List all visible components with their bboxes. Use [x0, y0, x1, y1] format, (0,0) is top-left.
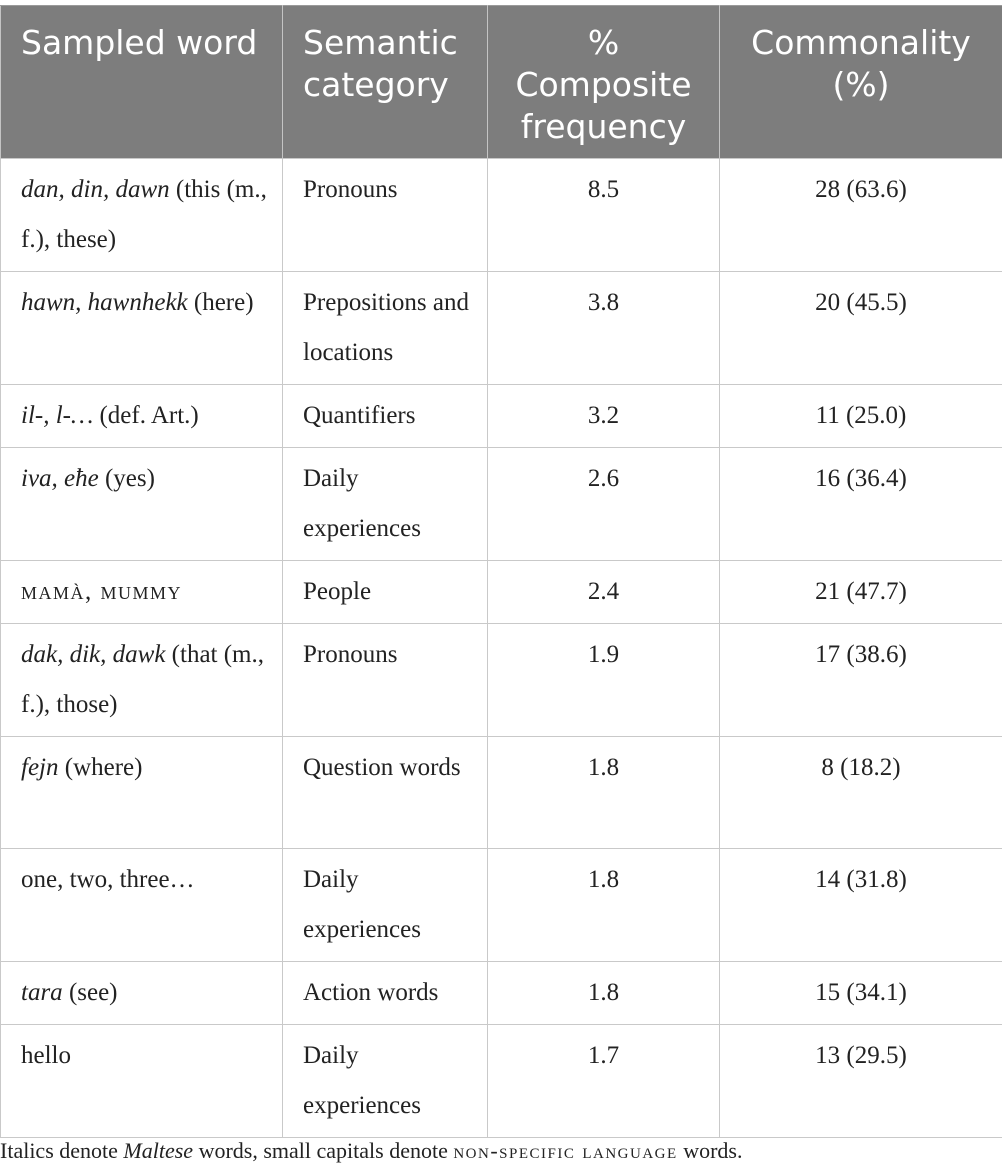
cell-semantic-category: Prepositions and locations — [283, 272, 488, 385]
header-commonality: Commonality (%) — [720, 6, 1002, 159]
cell-composite-frequency: 1.8 — [488, 849, 720, 962]
cell-sampled-word — [1, 737, 283, 849]
cell-commonality: 20 (45.5) — [720, 272, 1002, 385]
cell-composite-frequency: 1.8 — [488, 962, 720, 1025]
header-composite-frequency: % Composite frequency — [488, 6, 720, 159]
footnote-italic-example: Maltese — [123, 1138, 194, 1163]
maltese-word: iva, eħe — [21, 465, 99, 492]
cell-commonality: 8 (18.2) — [720, 737, 1002, 849]
cell-semantic-category: Daily experiences — [283, 1025, 488, 1138]
table-row — [1, 737, 1002, 849]
cell-composite-frequency: 3.2 — [488, 385, 720, 448]
table-row — [1, 272, 1002, 385]
word-frequency-table-container — [0, 5, 1002, 1138]
cell-composite-frequency: 1.7 — [488, 1025, 720, 1138]
table-footnote — [0, 1136, 742, 1166]
maltese-word: dan, din, dawn — [21, 176, 170, 203]
maltese-word: hawn, hawnhekk — [21, 289, 188, 316]
cell-commonality: 21 (47.7) — [720, 561, 1002, 624]
footnote-text: words, small capitals denote — [193, 1138, 454, 1163]
cell-commonality: 28 (63.6) — [720, 159, 1002, 272]
header-row — [1, 6, 1002, 159]
maltese-word: il-, l-… — [21, 402, 94, 429]
table-row — [1, 385, 1002, 448]
header-semantic-category: Semantic category — [283, 6, 488, 159]
cell-sampled-word — [1, 1025, 283, 1138]
cell-composite-frequency: 2.6 — [488, 448, 720, 561]
cell-semantic-category: Question words — [283, 737, 488, 849]
maltese-word: fejn — [21, 754, 59, 781]
footnote-text: Italics denote — [0, 1138, 124, 1163]
cell-commonality: 15 (34.1) — [720, 962, 1002, 1025]
table-row — [1, 159, 1002, 272]
word-gloss: (see) — [62, 979, 118, 1006]
table-row — [1, 849, 1002, 962]
cell-semantic-category: Pronouns — [283, 159, 488, 272]
non-specific-language-word: mamà, mummy — [21, 578, 183, 605]
table-row — [1, 1025, 1002, 1138]
cell-sampled-word — [1, 159, 283, 272]
word-frequency-table — [0, 5, 1002, 1138]
cell-sampled-word — [1, 849, 283, 962]
footnote-text: words. — [677, 1138, 743, 1163]
word-gloss: (here) — [187, 289, 254, 316]
cell-commonality: 14 (31.8) — [720, 849, 1002, 962]
word-gloss: (yes) — [98, 465, 155, 492]
table-body — [1, 159, 1002, 1138]
word-gloss: (this (m., f.), these) — [21, 176, 267, 253]
table-header — [1, 6, 1002, 159]
cell-commonality: 13 (29.5) — [720, 1025, 1002, 1138]
cell-commonality: 17 (38.6) — [720, 624, 1002, 737]
maltese-word: dak, dik, dawk — [21, 641, 166, 668]
cell-sampled-word — [1, 448, 283, 561]
table-row — [1, 448, 1002, 561]
cell-semantic-category: Pronouns — [283, 624, 488, 737]
cell-semantic-category: Action words — [283, 962, 488, 1025]
cell-sampled-word — [1, 272, 283, 385]
cell-composite-frequency: 1.9 — [488, 624, 720, 737]
cell-commonality: 11 (25.0) — [720, 385, 1002, 448]
cell-sampled-word — [1, 962, 283, 1025]
table-row — [1, 624, 1002, 737]
cell-composite-frequency: 8.5 — [488, 159, 720, 272]
cell-semantic-category: Quantifiers — [283, 385, 488, 448]
word-english: hello — [21, 1042, 71, 1069]
word-gloss: (def. Art.) — [93, 402, 199, 429]
cell-semantic-category: Daily experiences — [283, 849, 488, 962]
table-row — [1, 962, 1002, 1025]
cell-composite-frequency: 1.8 — [488, 737, 720, 849]
maltese-word: tara — [21, 979, 63, 1006]
cell-sampled-word — [1, 561, 283, 624]
footnote-smallcaps-example: non-specific language — [453, 1138, 678, 1163]
cell-sampled-word — [1, 385, 283, 448]
word-english: one, two, three… — [21, 866, 195, 893]
cell-composite-frequency: 3.8 — [488, 272, 720, 385]
table-row — [1, 561, 1002, 624]
cell-semantic-category: People — [283, 561, 488, 624]
cell-sampled-word — [1, 624, 283, 737]
word-gloss: (where) — [58, 754, 143, 781]
header-sampled-word: Sampled word — [1, 6, 283, 159]
cell-composite-frequency: 2.4 — [488, 561, 720, 624]
cell-commonality: 16 (36.4) — [720, 448, 1002, 561]
cell-semantic-category: Daily experiences — [283, 448, 488, 561]
word-gloss: (that (m., f.), those) — [21, 641, 265, 718]
